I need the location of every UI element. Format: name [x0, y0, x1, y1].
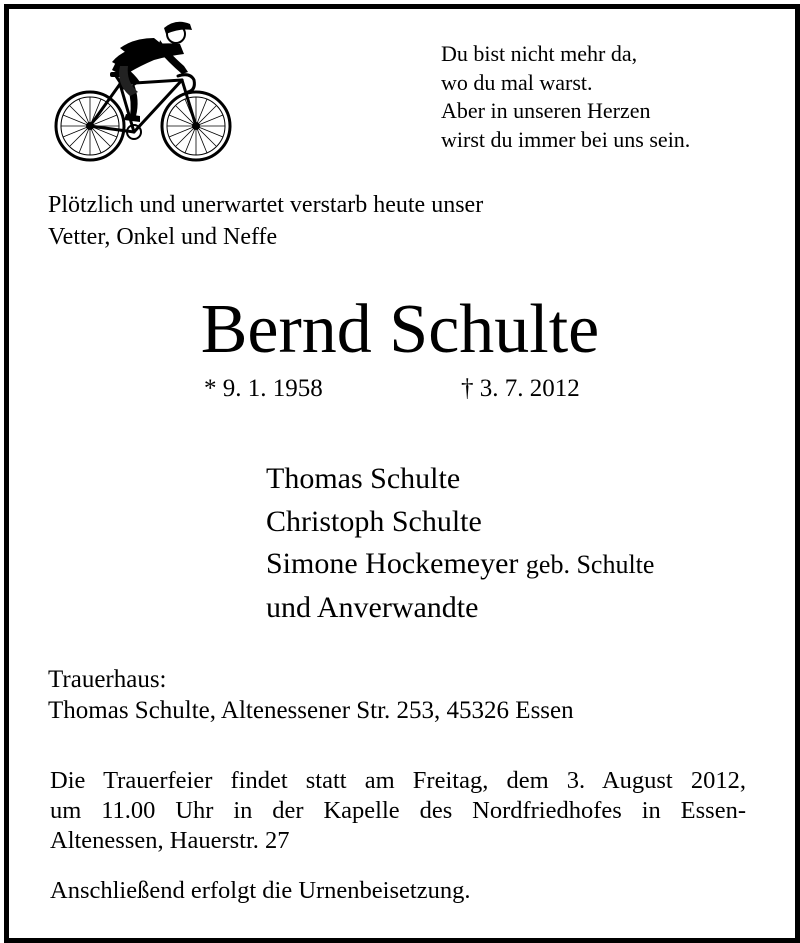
mourner: [266, 543, 654, 587]
intro-line: Plötzlich und unerwartet verstarb heute unser: [48, 192, 484, 218]
mourning-house: [48, 664, 574, 726]
mourner: Thomas Schulte: [266, 462, 461, 495]
intro-text: [48, 189, 483, 253]
mourners-list: [266, 458, 654, 629]
mourning-house-label: Trauerhaus:: [48, 666, 167, 693]
mourner: Christoph Schulte: [266, 504, 482, 538]
funeral-service: [50, 766, 746, 856]
mourner-maiden-name: geb. Schulte: [525, 550, 655, 579]
poem-line: Aber in unseren Herzen: [441, 98, 651, 123]
deceased-name: Bernd Schulte: [200, 291, 600, 368]
birth-date: * 9. 1. 1958: [204, 375, 323, 402]
mourning-house-address: Thomas Schulte, Altenessener Str. 253, 45326 Essen: [48, 697, 574, 724]
cyclist-icon: [50, 18, 235, 166]
service-line: um 11.00 Uhr in der Kapelle des Nordfriedhofes in Essen-: [50, 797, 746, 824]
service-line: Die Trauerfeier findet statt am Freitag, dem 3. August 2012,: [50, 767, 746, 794]
poem-line: wirst du immer bei uns sein.: [441, 126, 691, 152]
mourner: und Anverwandte: [266, 590, 479, 624]
urn-burial-note: Anschließend erfolgt die Urnenbeisetzung.: [50, 877, 471, 904]
poem-line: Du bist nicht mehr da,: [441, 41, 638, 66]
poem: [441, 40, 690, 154]
intro-line: Vetter, Onkel und Neffe: [48, 224, 278, 250]
mourner-name: Simone Hockemeyer: [266, 547, 519, 580]
poem-line: wo du mal warst.: [441, 69, 593, 95]
death-date: † 3. 7. 2012: [461, 375, 580, 402]
service-line: Altenessen, Hauerstr. 27: [50, 827, 290, 854]
